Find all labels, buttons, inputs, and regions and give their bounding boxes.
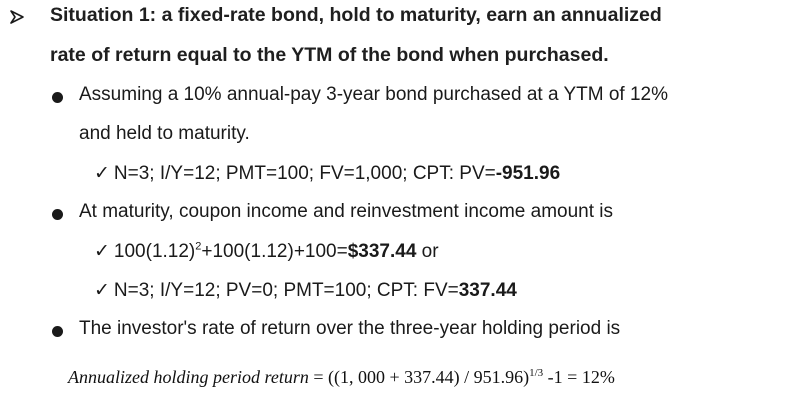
bullet-dot-icon <box>52 326 63 337</box>
bullet-dot-icon <box>52 92 63 103</box>
bullet-dot-icon <box>52 209 63 220</box>
bullet-1-line-2: and held to maturity. <box>79 123 250 144</box>
calc-exponent: 2 <box>195 240 202 253</box>
pv-value: -951.96 <box>495 163 561 184</box>
bullet-3-line-1: The investor's rate of return over the three-year holding period is <box>79 318 621 339</box>
formula-label: Annualized holding period return <box>68 367 309 387</box>
calc-suffix: or <box>416 241 439 262</box>
pv-calc-text: N=3; I/Y=12; PMT=100; FV=1,000; CPT: PV= <box>113 163 496 184</box>
fv-value: 337.44 <box>458 280 517 301</box>
calc-value: $337.44 <box>347 241 417 262</box>
check-item-calc <box>94 240 439 263</box>
bullet-2-line-1: At maturity, coupon income and reinvestment income amount is <box>79 201 614 222</box>
formula-expr-a: = ((1, 000 + 337.44) / 951.96) <box>308 367 530 387</box>
heading-line-2: rate of return equal to the YTM of the bond when purchased. <box>50 44 609 66</box>
bullet-1-line-1: Assuming a 10% annual-pay 3-year bond purchased at a YTM of 12% <box>79 84 668 105</box>
calc-text-b: +100(1.12)+100= <box>201 241 348 262</box>
checkmark-icon: ✓ <box>94 241 110 262</box>
formula-expr-b: -1 = 12% <box>543 367 615 387</box>
check-item-fv <box>94 279 517 302</box>
checkmark-icon: ✓ <box>94 163 110 184</box>
annualized-return-formula <box>68 367 615 388</box>
heading-line-1: Situation 1: a fixed-rate bond, hold to maturity, earn an annualized <box>50 4 662 26</box>
arrow-bullet-icon <box>9 9 25 25</box>
fv-calc-text: N=3; I/Y=12; PV=0; PMT=100; CPT: FV= <box>113 280 459 301</box>
formula-exponent: 1/3 <box>529 367 544 379</box>
calc-text-a: 100(1.12) <box>113 241 196 262</box>
checkmark-icon: ✓ <box>94 280 110 301</box>
check-item-pv <box>94 162 560 185</box>
